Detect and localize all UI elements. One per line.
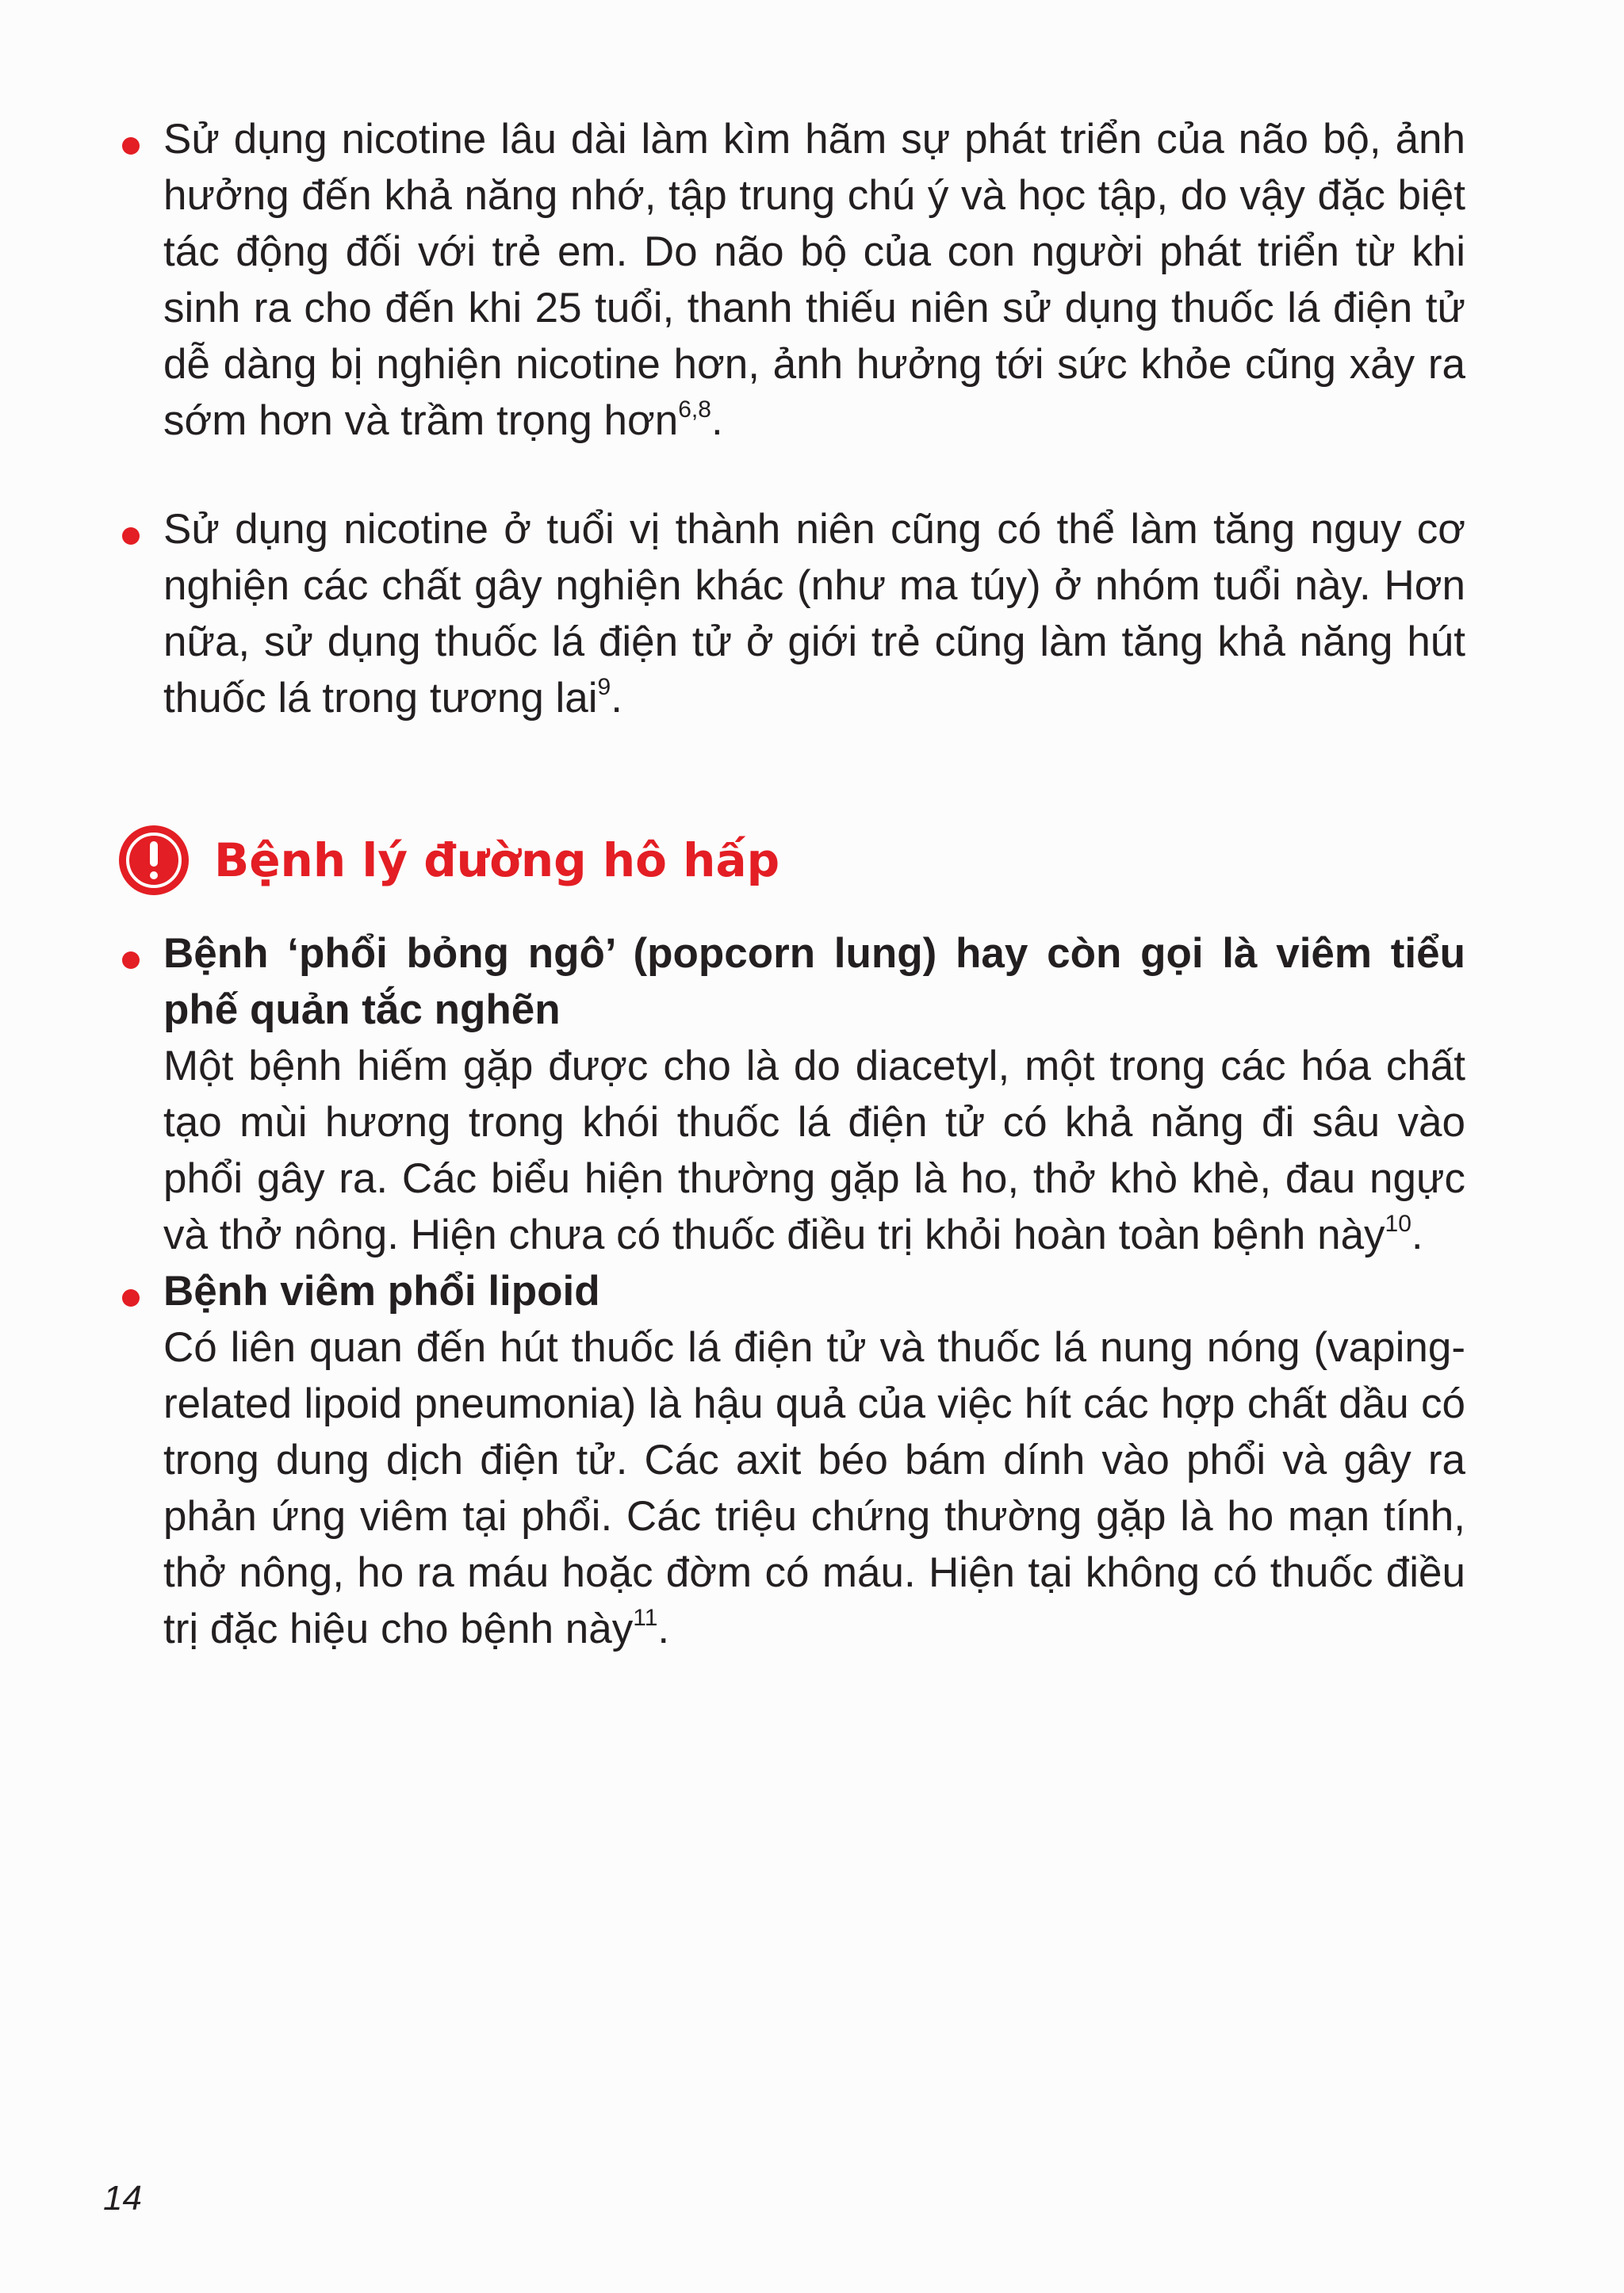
bullet-dot-icon bbox=[122, 951, 140, 969]
bullet-dot-icon bbox=[122, 137, 140, 155]
paragraph-text: Có liên quan đến hút thuốc lá điện tử và thuốc lá nung nóng (vaping-related lipoid pneumonia) là hậu quả của việc hít các hợp chất dầu có trong dung dịch điện tử. Các axit béo bám dính vào phổi và gây ra phản ứng viêm tại phổi. Các triệu chứng thường gặp là ho mạn tính, thở nông, ho ra máu hoặc đờm có máu. Hiện tại không có thuốc điều trị đặc hiệu cho bệnh này bbox=[163, 1324, 1465, 1652]
exclamation-bar bbox=[150, 841, 158, 867]
reference-number: 6,8 bbox=[678, 396, 711, 423]
exclamation-ring bbox=[126, 833, 182, 888]
paragraph bbox=[163, 111, 1465, 449]
list-item bbox=[119, 925, 1465, 1263]
paragraph bbox=[163, 1319, 1465, 1657]
bullet-dot-icon bbox=[122, 1289, 140, 1307]
bullet-dot-icon bbox=[122, 527, 140, 545]
paragraph-text: Sử dụng nicotine lâu dài làm kìm hãm sự phát triển của não bộ, ảnh hưởng đến khả năng nhớ, tập trung chú ý và học tập, do vậy đặc biệt tác động đối với trẻ em. Do não bộ của con người phát triển từ khi sinh ra cho đến khi 25 tuổi, thanh thiếu niên sử dụng thuốc lá điện tử dễ dàng bị nghiện nicotine hơn, ảnh hưởng tới sức khỏe cũng xảy ra sớm hơn và trầm trọng hơn bbox=[163, 116, 1465, 444]
paragraph-end: . bbox=[657, 1606, 670, 1652]
item-title: Bệnh viêm phổi lipoid bbox=[163, 1268, 600, 1315]
intro-bullet-list-2 bbox=[119, 501, 1465, 726]
reference-number: 10 bbox=[1385, 1211, 1411, 1237]
paragraph-end: . bbox=[1411, 1212, 1423, 1258]
reference-number: 9 bbox=[597, 674, 611, 700]
section-bullet-list bbox=[119, 925, 1465, 1657]
paragraph-end: . bbox=[710, 397, 723, 444]
paragraph-text: Một bệnh hiếm gặp được cho là do diacetyl, một trong các hóa chất tạo mùi hương trong khói thuốc lá điện tử có khả năng đi sâu vào phổi gây ra. Các biểu hiện thường gặp là ho, thở khò khè, đau ngực và thở nông. Hiện chưa có thuốc điều trị khỏi hoàn toàn bệnh này bbox=[163, 1043, 1465, 1258]
paragraph bbox=[163, 1038, 1465, 1263]
section-title: Bệnh lý đường hô hấp bbox=[214, 833, 780, 887]
reference-number: 11 bbox=[633, 1605, 658, 1631]
item-title: Bệnh ‘phổi bỏng ngô’ (popcorn lung) hay còn gọi là viêm tiểu phế quản tắc nghẽn bbox=[163, 930, 1465, 1033]
exclamation-point bbox=[150, 871, 158, 879]
paragraph bbox=[163, 501, 1465, 726]
paragraph-end: . bbox=[611, 675, 622, 722]
intro-bullet-list bbox=[119, 111, 1465, 449]
paragraph-text: Sử dụng nicotine ở tuổi vị thành niên cũng có thể làm tăng nguy cơ nghiện các chất gây nghiện khác (như ma túy) ở nhóm tuổi này. Hơn nữa, sử dụng thuốc lá điện tử ở giới trẻ cũng làm tăng khả năng hút thuốc lá trong tương lai bbox=[163, 506, 1465, 722]
list-item bbox=[119, 501, 1465, 726]
page-number: 14 bbox=[103, 2179, 142, 2218]
list-item bbox=[119, 1263, 1465, 1657]
exclamation-circle-icon bbox=[119, 825, 189, 895]
section-heading bbox=[119, 824, 779, 897]
list-item bbox=[119, 111, 1465, 449]
